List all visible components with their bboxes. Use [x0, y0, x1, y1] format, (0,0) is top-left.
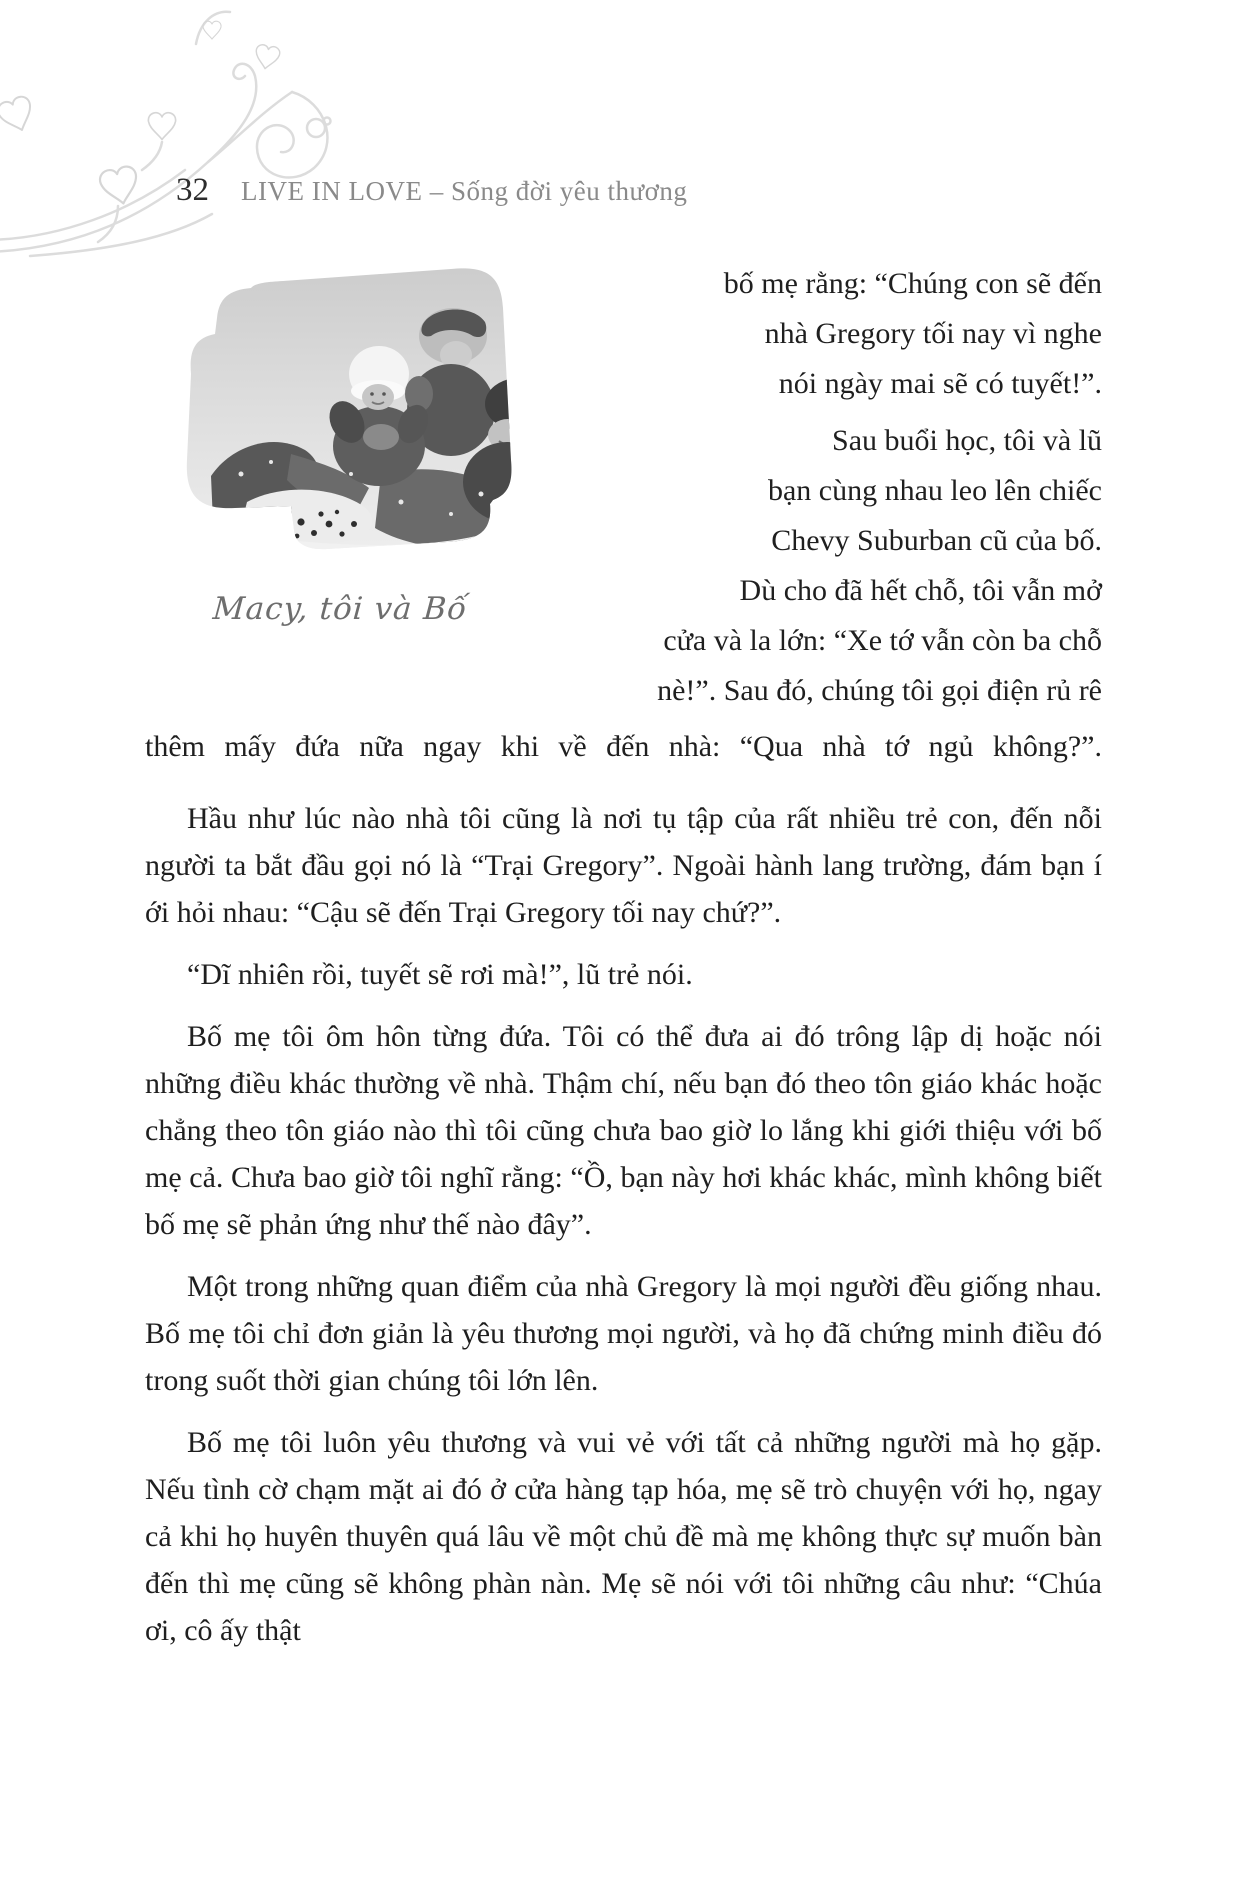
body-paragraph: Bố mẹ tôi luôn yêu thương và vui vẻ với tất cả những người mà họ gặp. Nếu tình cờ chạm mặt ai đó ở cửa hàng tạp hóa, mẹ sẽ trò chuyện với họ, ngay cả khi họ huyên thuyên quá lâu về một chủ đề mà mẹ không thực sự muốn bàn đến thì mẹ cũng sẽ không phàn nàn. Mẹ sẽ nói với tôi những câu như: “Chúa ơi, cô ấy thật	[145, 1426, 1102, 1647]
page-number: 32	[176, 172, 209, 208]
wrap-line: Sau buổi học, tôi và lũ	[832, 424, 1102, 457]
wrapped-text-column	[541, 222, 1102, 716]
photo-block	[151, 224, 529, 627]
wrap-line: Dù cho đã hết chỗ, tôi vẫn mở	[739, 574, 1102, 607]
paragraph-continuation-line: thêm mấy đứa nữa ngay khi về đến nhà: “Qua nhà tớ ngủ không?”.	[145, 730, 1102, 763]
body-paragraph: “Dĩ nhiên rồi, tuyết sẽ rơi mà!”, lũ trẻ nói.	[187, 958, 693, 991]
wrap-line: bố mẹ rằng: “Chúng con sẽ đến	[723, 267, 1102, 300]
wrap-line: bạn cùng nhau leo lên chiếc	[767, 474, 1102, 507]
wrap-line: nói ngày mai sẽ có tuyết!”.	[778, 367, 1102, 400]
wrap-line: Chevy Suburban cũ của bố.	[771, 524, 1102, 557]
family-snow-photo	[151, 224, 529, 562]
wrap-line: nè!”. Sau đó, chúng tôi gọi điện rủ rê	[657, 674, 1102, 707]
body-paragraph: Một trong những quan điểm của nhà Gregory là mọi người đều giống nhau. Bố mẹ tôi chỉ đơn giản là yêu thương mọi người, và họ đã chứng minh điều đó trong suốt thời gian chúng tôi lớn lên.	[145, 1270, 1102, 1397]
body-paragraph: Hầu như lúc nào nhà tôi cũng là nơi tụ tập của rất nhiều trẻ con, đến nỗi người ta bắt đầu gọi nó là “Trại Gregory”. Ngoài hành lang trường, đám bạn í ới hỏi nhau: “Cậu sẽ đến Trại Gregory tối nay chứ?”.	[145, 802, 1102, 929]
running-header	[176, 172, 687, 209]
body-paragraph: Bố mẹ tôi ôm hôn từng đứa. Tôi có thể đưa ai đó trông lập dị hoặc nói những điều khác thường về nhà. Thậm chí, nếu bạn đó theo tôn giáo khác hoặc chẳng theo tôn giáo nào thì tôi cũng chưa bao giờ lo lắng khi giới thiệu với bố mẹ cả. Chưa bao giờ tôi nghĩ rằng: “Ồ, bạn này hơi khác khác, mình không biết bố mẹ sẽ phản ứng như thế nào đây”.	[145, 1020, 1102, 1241]
photo-caption: Macy, tôi và Bố	[211, 591, 469, 627]
body-column	[145, 222, 1102, 1654]
running-header-title: LIVE IN LOVE – Sống đời yêu thương	[241, 176, 688, 206]
photo-and-wrap-text-section	[145, 222, 1102, 720]
wrap-line: nhà Gregory tối nay vì nghe	[764, 317, 1102, 350]
wrap-line: cửa và la lớn: “Xe tớ vẫn còn ba chỗ	[663, 624, 1102, 657]
